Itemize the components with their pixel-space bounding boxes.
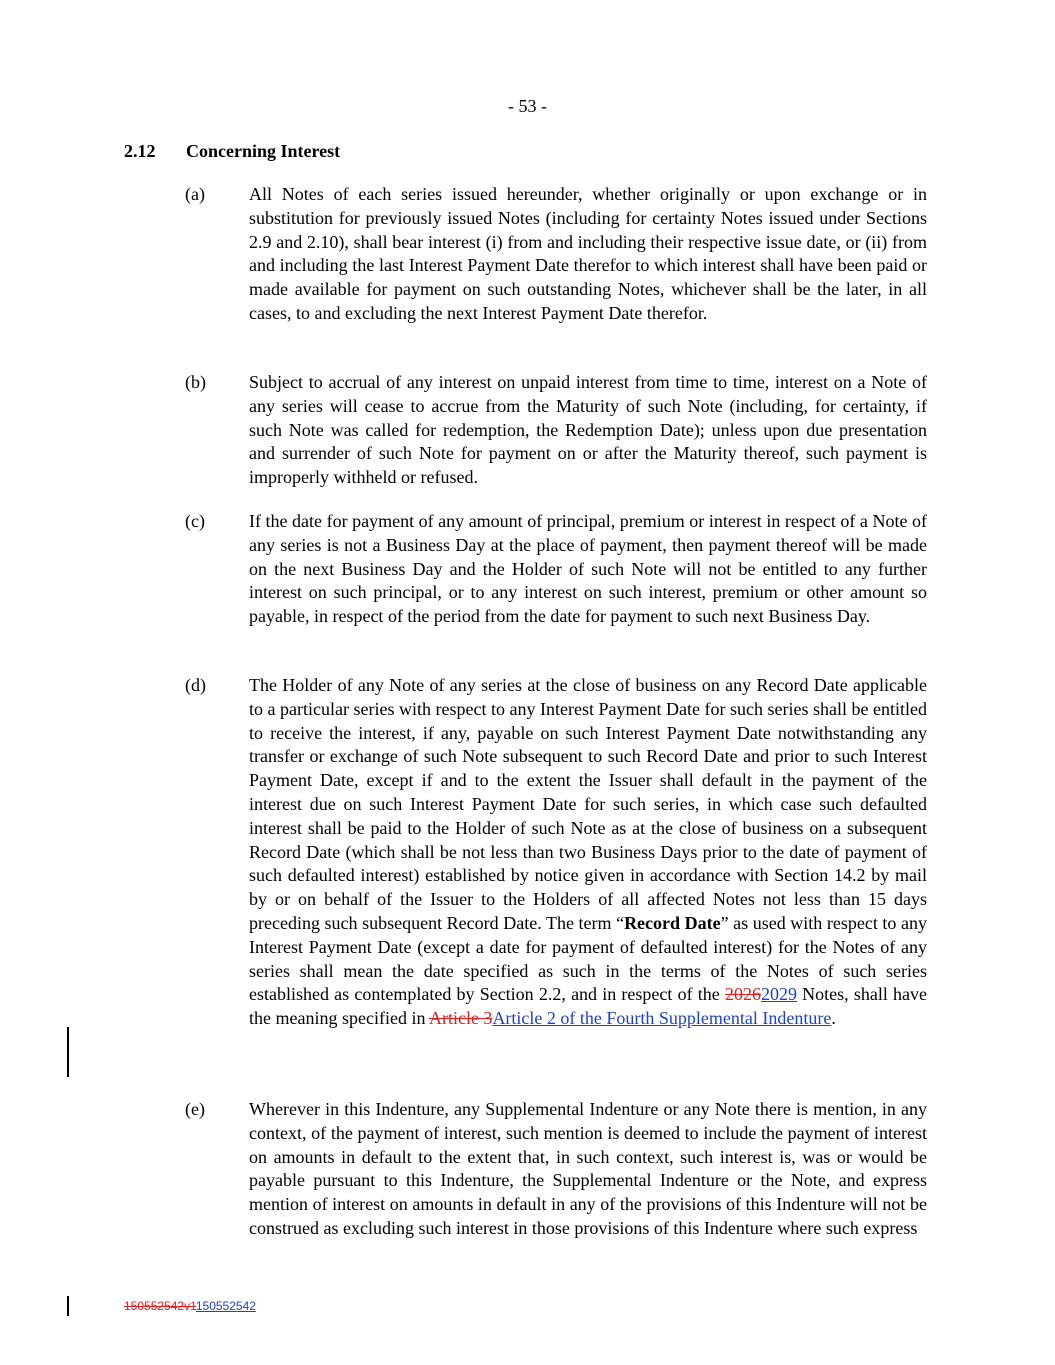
paragraph-a — [185, 183, 927, 326]
paragraph-text: Wherever in this Indenture, any Supplemental Indenture or any Note there is mention, in any context, of the payment of interest, such mention is deemed to include the payment of interest on amounts in default to the extent that, in such context, such interest is, was or would be payable pursuant to this Indenture, the Supplemental Indenture or the Note, and express mention of interest on amounts in default in any of the provisions of this Indenture will not be construed as excluding such interest in those provisions of this Indenture where such express — [249, 1099, 927, 1238]
text-segment: ” as used with respect to any Interest Payment Date (except a date for payment of defaulted interest) for the Notes of any series shall mean the date specified as such in the terms of the Notes of such series established as contemplated by Section 2.2, and in respect of the — [249, 912, 927, 1005]
paragraph-label: (e) — [185, 1099, 205, 1119]
change-bar — [67, 1296, 69, 1316]
inserted-text: 150552542 — [195, 1299, 256, 1313]
text-segment: The Holder of any Note of any series at the close of business on any Record Date applicable to a particular series with respect to any Interest Payment Date for such series shall be entitled to receive the interest, if any, payable on such Interest Payment Date notwithstanding any transfer or exchange of such Note subsequent to such Record Date and prior to such Interest Payment Date, except if and to the extent the Issuer shall default in the payment of the interest due on such Interest Payment Date for such series, in which case such defaulted interest shall be paid to the Holder of such Note as at the close of business on a subsequent Record Date (which shall be not less than two Business Days prior to the date of payment of such defaulted interest) established by notice given in accordance with Section 14.2 by mail by or on behalf of the Issuer to the Holders of all affected Notes not less than 15 days preceding such subsequent Record Date. The term “ — [249, 675, 927, 933]
paragraph-b — [185, 371, 927, 490]
paragraph-text: All Notes of each series issued hereunder, whether originally or upon exchange or in substitution for previously issued Notes (including for certainty Notes issued under Sections 2.9 and 2.10), shall bear interest (i) from and including their respective issue date, or (ii) from and including the last Interest Payment Date therefor to which interest shall have been paid or made available for payment on such outstanding Notes, whichever shall be the later, in all cases, to and excluding the next Interest Payment Date therefor. — [249, 184, 927, 323]
paragraph-label: (c) — [185, 511, 205, 531]
paragraph-label: (a) — [185, 184, 205, 204]
change-bar — [67, 1027, 69, 1077]
text-segment: . — [831, 1008, 836, 1029]
page-number: - 53 - — [508, 96, 547, 116]
section-heading — [124, 140, 340, 162]
section-number: 2.12 — [124, 141, 156, 161]
deleted-text: Article 3 — [428, 1008, 493, 1029]
paragraph-text: Subject to accrual of any interest on unpaid interest from time to time, interest on a Note of any series will cease to accrue from the Maturity of such Note (including, for certainty, if such Note was called for redemption, the Redemption Date); unless upon due presentation and surrender of such Note for payment on or after the Maturity thereof, such payment is improperly withheld or refused. — [249, 372, 927, 488]
defined-term: Record Date — [624, 912, 721, 933]
paragraph-text — [249, 674, 927, 1031]
inserted-text: 2029 — [760, 984, 797, 1005]
deleted-text: 150552542v1 — [124, 1299, 196, 1313]
paragraph-text: If the date for payment of any amount of principal, premium or interest in respect of a Note of any series is not a Business Day at the place of payment, then payment thereof will be made on the next Business Day and the Holder of such Note will not be entitled to any further interest on such principal, or to any interest on such interest, premium or other amount so payable, in respect of the period from the date for payment to such next Business Day. — [249, 511, 927, 627]
paragraph-d — [185, 674, 927, 1031]
section-title: Concerning Interest — [186, 141, 341, 161]
inserted-text: Article 2 of the Fourth Supplemental Indenture — [492, 1008, 832, 1029]
paragraph-label: (b) — [185, 372, 206, 392]
paragraph-label: (d) — [185, 675, 206, 695]
deleted-text: 2026 — [724, 984, 761, 1005]
paragraph-c — [185, 510, 927, 629]
text-segment: Notes, shall have the meaning specified in — [249, 984, 928, 1029]
paragraph-e — [185, 1098, 927, 1241]
document-id-footer — [124, 1298, 256, 1314]
